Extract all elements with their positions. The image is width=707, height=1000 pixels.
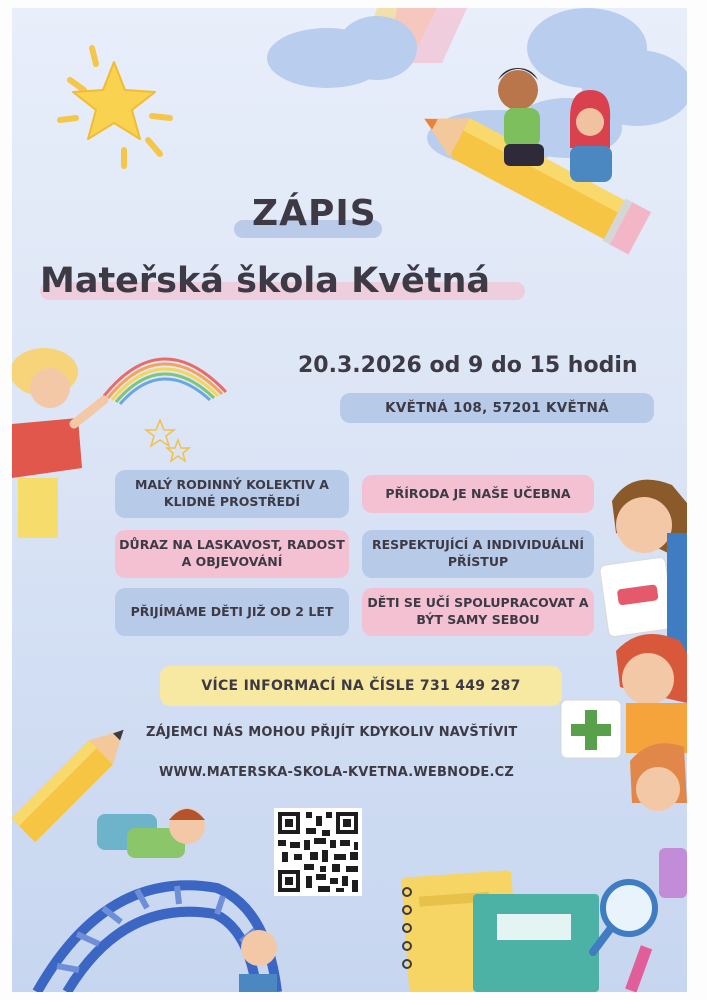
star-icon bbox=[52, 38, 182, 178]
feature-text: DĚTI SE UČÍ SPOLUPRACOVAT A BÝT SAMY SEBOU bbox=[367, 595, 589, 627]
climbing-frame-illustration bbox=[27, 798, 287, 992]
phone-info-badge: VÍCE INFORMACÍ NA ČÍSLE 731 449 287 bbox=[160, 666, 562, 706]
website-link[interactable]: WWW.MATERSKA-SKOLA-KVETNA.WEBNODE.CZ bbox=[159, 765, 515, 780]
page-title: ZÁPIS bbox=[252, 193, 377, 234]
feature-text: DŮRAZ NA LASKAVOST, RADOST A OBJEVOVÁNÍ bbox=[119, 537, 345, 569]
notebook-icon bbox=[397, 848, 687, 992]
feature-pill bbox=[362, 475, 594, 513]
feature-pill bbox=[362, 588, 594, 636]
visit-info: ZÁJEMCI NÁS MOHOU PŘIJÍT KDYKOLIV NAVŠTÍVIT bbox=[146, 725, 518, 740]
qr-code-icon bbox=[274, 808, 362, 896]
feature-text: MALÝ RODINNÝ KOLEKTIV A KLIDNÉ PROSTŘEDÍ bbox=[135, 477, 329, 509]
feature-pill bbox=[115, 588, 349, 636]
feature-text: PŘIJÍMÁME DĚTI JIŽ OD 2 LET bbox=[130, 603, 334, 619]
school-name: Mateřská škola Květná bbox=[40, 261, 491, 301]
feature-text: RESPEKTUJÍCÍ A INDIVIDUÁLNÍ PŘÍSTUP bbox=[371, 537, 585, 569]
feature-pill bbox=[115, 530, 349, 578]
poster bbox=[12, 8, 687, 992]
feature-text: PŘÍRODA JE NAŠE UČEBNA bbox=[385, 485, 571, 501]
enrollment-date-time: 20.3.2026 od 9 do 15 hodin bbox=[298, 353, 638, 378]
plus-sign-icon bbox=[559, 698, 623, 762]
address-badge: KVĚTNÁ 108, 57201 KVĚTNÁ bbox=[340, 393, 654, 423]
feature-pill bbox=[115, 470, 349, 518]
kids-on-pencil-illustration bbox=[420, 38, 660, 258]
feature-pill bbox=[362, 530, 594, 578]
